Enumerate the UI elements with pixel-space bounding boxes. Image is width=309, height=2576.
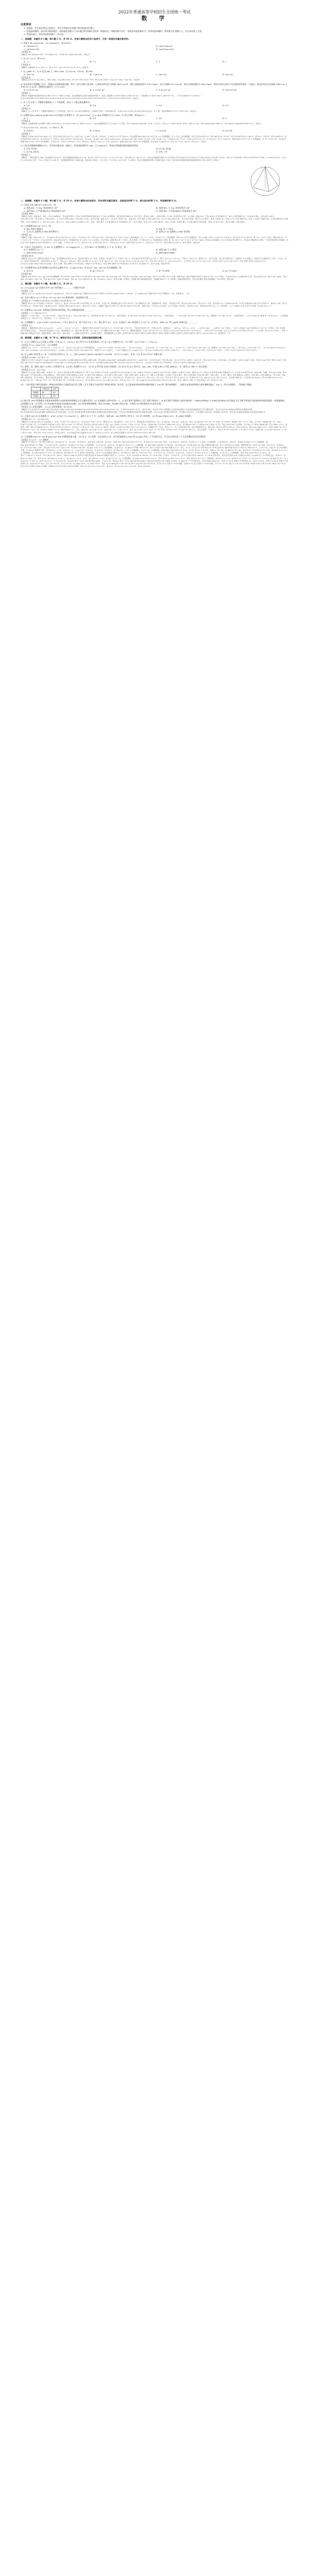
option: C. c<a<b — [156, 129, 166, 132]
question-stem: 20. 一医疗团队为研究某地的一种地方性疾病与当地居民的卫生习惯（卫生习惯分为良好和不够良好两类）的关系，在已患该疾病的病例中随机调查了 100 例（称为病例组），同时在未患该疾病的人群中随机调查了 100 人（称为对照组），得到如下数据： — [21, 383, 253, 386]
option-list — [21, 117, 288, 120]
question-stem: 1. 若集合 M={x|√x<4}，N={x|3x≥1}，则 M∩N= — [21, 42, 72, 44]
option: D. a<c<b — [222, 129, 232, 132]
option: D. [18, 27] — [156, 150, 167, 153]
answer-line: 【答案】(−∞,−4)∪(0,+∞) — [21, 311, 46, 314]
option: A. f(x) 有两个极值点 — [24, 227, 43, 230]
option: A. 1/6 — [24, 104, 30, 107]
option: D. 1.6×10⁹ m³ — [222, 89, 237, 92]
question-stem: 13. (1−y/x)(x+y)⁸ 的展开式中 x²y⁶ 的系数为 ________（用数字作答）． — [21, 286, 89, 290]
question-stem: 12. 已知函数 f(x) 及其导函数 f′(x) 的定义域均为 R，记 g(x)=f′(x)，若 f(3/2−2x)，g(2+x) 均为偶函数，则 — [21, 266, 122, 269]
answer-line: 【答案】ABD — [21, 212, 34, 215]
notice-item: 1. 答卷前，考生务必将自己的姓名、考生号等填写在答题卡和试卷指定位置上。 — [24, 27, 97, 29]
solution-text: 【解析】(1) 因为 cosA/(1+sinA)=sin2B/(1+cos2B)=2sinBcosB/(2cos²B)=sinB/cosB，即 sinB=cosAcosB−sinAsinB=cos(A+B)=−cosC=1/2，而 0<B<π/3，所以 B=π/6；(2) 由 (1) 知，sinB=−cosC>0，所以 π/2<C<π，0<B<π/2，而 sinB=−cosC=sin(C−π/2)，所以 C=π/2+B，即有 A=π/2−2B，所以 (a²+b²)/c²=(sin²A+sin²B)/sin²C=(cos²2B+1−cos²B)/cos²B=((2cos²B−1)²+1−cos²B)/cos²B=4cos²B+2/cos²B−5≥2√8−5=4√2−5．当且仅当 cos²B=√2/2 时取等号，所以 (a²+b²)/c² 的最小值为 4√2−5． — [21, 359, 288, 364]
question-stem: 19. 如图，直三棱柱 ABC−A₁B₁C₁ 的体积为 4，△A₁BC 的面积为 2√2．(1) 求 A 到平面 A₁BC 的距离；(2) 设 D 为 A₁C 的中点，AA₁=AB，平面 A₁BC⊥平面 ABB₁A₁，求二面角 A−BD−C 的正弦值． — [21, 365, 209, 368]
option-list — [21, 147, 288, 154]
question-stem: 14. 写出与圆 x²+y²=1 和 (x−3)²+(y−4)²=16 都相切的一条直线的方程 ________． — [21, 296, 99, 299]
answer-line: 【答案】C — [21, 153, 31, 156]
section-4-questions — [21, 341, 288, 468]
option-list — [21, 269, 288, 273]
option: A. 1 — [24, 116, 28, 120]
option-list — [21, 45, 288, 51]
option: B. c<b<a — [90, 129, 100, 132]
table-cell: 40 — [40, 391, 51, 395]
section-2-questions — [21, 204, 288, 281]
option: A. [18, 81/4] — [24, 147, 37, 150]
table-header-cell — [31, 387, 41, 391]
option: D. |BP|·|BQ|>|BA|² — [156, 251, 176, 255]
option: C. 直线 BC₁ 与平面 BB₁D₁D 所成的角为 45° — [24, 209, 66, 212]
notice-item: 3. 考试结束后，将本试卷和答题卡一并交回。 — [24, 33, 66, 36]
option: A. f(0)=0 — [24, 269, 33, 273]
option-list — [21, 89, 288, 92]
exam-page — [21, 9, 288, 468]
answer-line: 【答案】D — [21, 63, 31, 66]
question-stem: 9. 已知正方体 ABCD−A₁B₁C₁D₁，则 — [21, 203, 56, 206]
solution-text: 【解析】将点 A 代入抛物线方程得 1=2p，所以抛物线方程为 x²=y，故准线方程为 y=−1/4，A 错误；k_AB=(1−(−1))/(1−0)=2，所以直线 AB 的方程为 y=2x−1，联立 {y=2x−1, x²=y}，可得 x²−2x+1=0，解得 x=1，故 B 正确；设过 B 的直线为 l，若直线 l 与 y 轴重合，则直线 l 与抛物线 C 只有一个交点，所以，直线 l 的斜率存在，设其方程为 y=kx−1，P(x₁,y₁)，Q(x₂,y₂)，联立 {y=kx−1, x²=y}，得 x²−kx+1=0，所以 {Δ=k²−4>0, x₁+x₂=k, x₁x₂=1}，所以 k>2 或 k<−2，y₁y₂=(x₁x₂)²=1，又 |OP|=√(x₁²+y₁²)=√(y₁+y₁²)，|OQ|=√(x₂²+y₂²)=√(y₂+y₂²)，所以 |OP|·|OQ|=√(y₁y₂(1+y₁)(1+y₂))=√(kx₁×kx₂)=|k|>2=|OA|²，故 C 正确；因为 |BP|=√(1+k²)|x₁|，|BQ|=√(1+k²)|x₂|，所以 |BP|·|BQ|=(1+k²)|x₁x₂|=1+k²>5，而 |BA|²=5，故 D 正确．故选 BCD. — [21, 257, 287, 265]
option: C. 1.4×10⁹ m³ — [156, 89, 171, 92]
answer-line: 【答案】D — [21, 107, 31, 110]
question-stem: 21. 已知点 A(2,1) 在双曲线 C：x²/a²−y²/(a²−1)=1(a>1) 上，直线 l 交 C 于 P，Q 两点，直线 AP，AQ 的斜率之和为 0．(1) 求 l 的斜率；(2) 若 tan∠PAQ=2√2，求 △PAQ 的面积． — [21, 415, 193, 418]
section-heading-4: 四、解答题：本题共 6 小题，共 70 分。解答应写出文字说明、证明过程或演算步骤。 — [21, 336, 104, 340]
option-list — [21, 129, 288, 132]
solution-text: 【解析】(1) 由已知 K²=n(ad−bc)²/((a+b)(c+d)(a+c)(b+d))=200(40×90−60×10)²/(50×150×100×100)=24，又 P(K²≥6.635)=0.01，24>6.635，所以有 99% 的把握认为患该疾病群体与未患该疾病群体的卫生习惯有差异．(2) (ⅰ) 因为 R=P(B|A)/P(B̄|A)·P(B̄|Ā)/P(B|Ā)=P(AB)/P(A)·P(A)/P(AB̄)·P(ĀB̄)/P(Ā)·P(Ā)/P(ĀB)，所以 R=P(AB)/P(B)·P(B)/P(ĀB)·P(ĀB̄)/P(B̄)·P(B̄)/P(AB̄)，所以 R=P(A|B)/P(Ā|B)·P(Ā|B̄)/P(A|B̄)，(ⅱ) 由已知 P(A|B)=40/100，P(A|B̄)=10/100，又 P(Ā|B)=60/100，P(Ā|B̄)=90/100，所以 R=P(A|B)/P(Ā|B)·P(Ā|B̄)/P(A|B̄)=6 — [21, 408, 266, 413]
question-parts: (1) 能否有 99% 的把握认为患该疾病群体与未患该疾病群体的卫生习惯有差异？(2) 从该地的人群中任选一人，A 表示事件“选到的人卫生习惯不够良好”，B 表示事件“选到的人患有该疾病”．P(B|A)/P(B̄|A) 与 P(B|Ā)/P(B̄|Ā) 的比值是卫生习惯不够良好对患该疾病风险程度的一项度量指标，记该指标为 R．(ⅰ) 证明：R=P(A|B)/P(Ā|B)·P(Ā|B̄)/P(A|B̄)；(ⅱ) 利用该调查数据，给出 P(A|B)，P(A|B̄) 的估计值，并利用 (ⅰ) 的结果给出 R 的估计值． — [21, 399, 287, 405]
option: C. [27/4, 64/3] — [24, 150, 39, 153]
notice-item: 2. 回答选择题时，选出每小题答案后，用铅笔把答题卡上对应题目的答案标号涂黑。如需改动，用橡皮擦干净后，再选涂其他答案标号。回答非选择题时，将答案写在答题卡上。写在本试卷上无效。 — [24, 30, 204, 32]
answer-line: 【答案】BCD — [21, 254, 34, 257]
solution-text: 【解析】(1) ∵a₁=1，∴S₁=a₁=1，∴S₁/a₁=1，又∵{Sₙ/aₙ} 是公差为 1/3 的等差数列，∴Sₙ/aₙ=1+(1/3)(n−1)=(n+2)/3，∴Sₙ=(n+2)aₙ/3，∴当 n≥2 时，Sₙ₋₁=(n+1)aₙ₋₁/3，∴aₙ=Sₙ−Sₙ₋₁=(n+2)aₙ/3−(n+1)aₙ₋₁/3，整理得：(n−1)aₙ=(n+1)aₙ₋₁，即 aₙ/aₙ₋₁=(n+1)/(n−1)，∴aₙ=a₁×(a₂/a₁)×(a₃/a₂)×⋯×(aₙ₋₁/aₙ₋₂)×(aₙ/aₙ₋₁)=1×(3/1)×(4/2)×⋯×(n/(n−2))×((n+1)/(n−1))=n(n+1)/2，显然对于 n=1 也成立，∴{aₙ} 的通项公式 aₙ=n(n+1)/2；(2) 1/aₙ=2/(n(n+1))=2(1/n−1/(n+1))，∴1/a₁+1/a₂+⋯+1/aₙ=2[(1−1/2)+(1/2−1/3)+⋯+(1/n−1/(n+1))]=2(1−1/(n+1))<2 — [21, 346, 287, 351]
option: A. C 的准线为 y=−1 — [24, 248, 44, 251]
question-stem: 11. 已知 O 为坐标原点，点 A(1,1) 在抛物线 C：x²=2py(p>0) 上，过点 B(0,−1) 的直线交 C 于 P，Q 两点，则 — [21, 245, 126, 248]
solution-text: 【解析】因为 f(3/2−2x)，g(2+x) 均为偶函数，所以 f(3/2−2x)=f(3/2+2x) 即 f(3/2−x)=f(3/2+x)，g(2+x)=g(2−x)，所以 f(3−x)=f(x)，g(4−x)=g(x)，则 f(−1)=f(4)，故 C 正确；函数 f(x)，g(x) 的图象分别关于直线 x=3/2，x=2 对称，又 g(x)=f′(x)，且函数 f(x) 可导，所以 g(3/2)=0，g(3−x)=−g(x)，所以 g(4−x)=g(x)=−g(3−x)，所以 g(x+2)=−g(x+1)=g(x)，所以 g(−1/2)=g(3/2)=0，g(−1)=g(1)=−g(2)，故 B 正确，D 错误；若函数 f(x) 满足题设条件，则函数 f(x)+C（C 为常数）也满足题设条件，所以无法确定 f(x) 的函数值，故 A 错误．故选 BC. — [21, 275, 287, 280]
question-stem: 10. 已知函数 f(x)=x³−x+1，则 — [21, 224, 51, 227]
solution-text: 【解析】∵球的体积为 36π，所以球的半径 R=3，设正四棱锥的底面边长为 2a，高为 h，则 l²=2a²+h²，3²=2a²+(3−h)²，所以 6h=l²，2a²=l²−h²，所以正四棱锥的体积 V=(1/3)Sh=(1/3)×4a²×h=(2/3)×(l²−l⁴/36)×(l²/6)=(1/9)(l⁴−l⁶/36)，所以 V′=(1/9)(4l³−l⁵/6)=(1/9)l³((24−l²)/6)，当 3≤l≤2√6 时，V′>0，当 2√6<l≤3√3 时，V′<0，所以当 l=2√6 时，正四棱锥的体积 V 取最大值，最大值为 64/3，又 l=3 时，V=27/4，l=3√3 时，V=81/4，所以正四棱锥的体积 V 的最小值为 27/4，所以该正四棱锥体积的取值范围是 [27/4, 64/3]．故选 C. — [21, 156, 288, 161]
answer-line: 【答案】(1) π/6 (2) 4√2−5 — [21, 355, 48, 359]
solution-text: 【解析】圆 x²+y²=1 的圆心为 O(0,0)，半径为 1，圆 (x−3)²+(y−4)²=16 的圆心 O₁ 为 (3,4)，半径为 4，两圆圆心距为 √(3²+4²)=5，等于两圆半径之和，故两圆外切，如图，当切线为 l 时，因为 k_OO₁=4/3，所以 k_l=−3/4，设方程为 y=−(3/4)x+t(t>0)，O 到 l 的距离 d=|t|/√(1+9/16)=1，解得 t=5/4，所以 l 的方程为 y=−(3/4)x+5/4，当切线为 m 时，设直线方程为 kx+y+p=0，其中 p>0，k<0，由题意 {|p|/√(1+k²)=1, |3k+4+p|/√(1+k²)=4}，解得 {k=−7/24, p=25/24}，y=(7/24)x−25/24，当切线为 n 时，易知切线方程为 x=−1，故答案为：y=−(3/4)x+5/4 或 y=(7/24)x−25/24 或 x=−1． — [21, 302, 287, 307]
exam-subject: 数 学 — [141, 15, 168, 22]
option: A. {x|0≤x<2} — [24, 44, 39, 47]
section-1-questions — [21, 42, 288, 162]
solution-text: 【解析】如图，连接 B₁C、BC₁，因为 DA₁∥B₁C，所以直线 BC₁ 与 B₁C 所成的角即为直线 BC₁ 与 DA₁ 所成的角，因为四边形 BB₁C₁C 为正方形，则 B₁C⊥BC₁，故直线 BC₁ 与 DA₁ 所成的角为 90°，A 正确；连接 A₁C，因为 A₁B₁⊥平面 BB₁C₁C，BC₁⊂平面 BB₁C₁C，则 A₁B₁⊥BC₁，因为 B₁C⊥BC₁，A₁B₁∩B₁C=B₁，所以 BC₁⊥平面 A₁B₁C，又 A₁C⊂平面 A₁B₁C，所以 BC₁⊥CA₁，故 B 正确；连接 A₁C₁，设 A₁C₁∩B₁D₁=O，连接 BO，因为 BB₁⊥平面 A₁B₁C₁D₁，C₁O⊂平面 A₁B₁C₁D₁，则 C₁O⊥B₁B，因为 C₁O⊥B₁D₁，B₁D₁∩B₁B=B₁，所以 C₁O⊥平面 BB₁D₁D，所以 ∠C₁BO 为直线 BC₁ 与平面 BB₁D₁D 所成的角，设正方体棱长为 1，则 C₁O=√2/2，BC₁=√2，sin∠C₁BO=C₁O/BC₁=1/2，所以，直线 BC₁ 与平面 BB₁D₁D 所成的角为 30°，故 C 错误；因为 C₁C⊥平面 ABCD，所以 ∠C₁BC 为直线 BC₁ 与平面 ABCD 所成的角，易得 ∠C₁BC=45°，故 D 正确．故选 ABD. — [21, 215, 288, 223]
solution-text: 【解析】∵椭圆的离心率为 e=c/a=1/2，∴a=2c，∴b²=a²−c²=3c²，∴椭圆的方程为 x²/(4c²)+y²/(3c²)=1，即 3x²+4y²−12c²=0，不妨设左焦点为 F₁，右焦点为 F₂，如图所示，∵AF₂=a，OF₂=c，a=2c，∴∠AF₂O=π/3，∴△AF₁F₂ 为正三角形，∵过 F₁ 且垂直于 AF₂ 的直线与 C 交于 D，E 两点，DE 为线段 AF₂ 的垂直平分线，∴直线 DE 的斜率为 √3/3，斜率倒数为 √3，直线 DE 的方程：x=√3y−c，代入椭圆方程 3x²+4y²−12c²=0，整理化简得到：13y²−6√3cy−9c²=0，判别式 Δ=(6√3c)²+4×13×9c²=6²×16×c²，∴|CD|=√(1+(√3)²)|y₁−y₂|=2×√Δ/13=2×6×4×c/13=6，∴c=13/8，得 a=2c=13/4，∵DE 为线段 AF₂ 的垂直平分线，根据对称性，AD=DF₂，AE=EF₂，∴△ADE 的周长等于 △F₂DE 的周长，利用椭圆的定义得到 △F₂DE 周长为 |DF₂|+|EF₂|+|DE|=|DF₂|+|EF₂|+|DF₁|+|EF₁|=|DF₁|+|DF₂|+|EF₁|+|EF₂|=2a+2a=4a=13．故答案为：13． — [21, 327, 287, 334]
table-cell: 90 — [52, 395, 59, 398]
option: C. |OP|·|OQ|>|OA|² — [24, 251, 44, 255]
section-heading-1: 一、选择题：本题共 8 小题，每小题 5 分，共 40 分。在每小题给出的四个选项中，只有一项是符合题目要求的。 — [21, 38, 131, 40]
answer-line: 【答案】C — [21, 91, 31, 94]
answer-line: 【答案】(1) 答案见解析 (2) (ⅰ) 证明见解析；(ⅱ) R=6 — [21, 405, 72, 408]
solution-text: 【解析】(1) f(x)=eˣ−ax 的定义域为 R，而 f′(x)=eˣ−a，若 a≤0，则 f′(x)>0，此时 f(x) 无最小值，故 a>0．g(x)=ax−lnx 的定义域为 (0,+∞)，而 g′(x)=a−1/x=(ax−1)/x．当 x<lna 时，f′(x)<0，故 f(x) 在 (−∞,lna) 上为减函数，当 x>lna 时，f′(x)>0，故 f(x) 在 (lna,+∞) 上为增函数，故 f(x)_min=f(lna)=a−alna．当 0<x<1/a 时，g′(x)<0，故 g(x) 在 (0,1/a) 上为减函数，当 x>1/a 时，g′(x)>0，故 g(x) 在 (1/a,+∞) 上为增函数，故 g(x)_min=g(1/a)=1−ln(1/a)．因为 f(x)=eˣ−ax 和 g(x)=ax−lnx 有相同的最小值，故 1−ln(1/a)=a−alna，整理得到 (a−1)/(1+a)=lna，其中 a>0，设 g(a)=(a−1)/(1+a)−lna，a>0，则 g′(a)=2/(1+a)²−1/a=(−a²−1)/(a(1+a)²)≤0，故 g(a) 为 (0,+∞) 上的减函数，而 g(1)=0，故 g(a)=0 的唯一解为 a=1，故 (1−a)/(1+a)=lna 的解为 a=1．综上，a=1．(2) 由 (1) 可得 f(x)=eˣ−x 和 g(x)=x−lnx 的最小值为 1−ln1=1−ln(1/1)=1．当 b>1 时，考虑 eˣ−x=b 的解的个数、x−lnx=b 的解的个数．设 S(x)=eˣ−x−b，S′(x)=eˣ−1，当 x<0 时，S′(x)<0，当 x>0 时，S′(x)>0，故 S(x) 在 (−∞,0) 上为减函数，在 (0,+∞) 上为增函数，所以 S(x)_min=S(0)=1−b<0，而 S(−b)=e^(−b)>0，S(b)=e^b−2b，设 u(b)=e^b−2b，其中 b>1，则 u′(b)=e^b−2>0，故 u(b) 在 (1,+∞) 上为增函数，故 u(b)>u(1)=e−2>0，故 S(b)>0，故 S(x)=eˣ−x−b 有两个不同的零点，即 eˣ−x=b 的解的个数为 2．设 T(x)=x−lnx−b，T′(x)=(x−1)/x，当 0<x<1 时，T′(x)<0，当 x>1 时，T′(x)>0，故 T(x) 在 (0,1) 上为减函数，在 (1,+∞) 上为增函数，所以 T(x)_min=T(1)=1−b<0，而 T(e^(−b))=e^(−b)>0，T(e^b)=e^b−2b>0，T(x)=x−lnx−b 有两个不同的零点即 x−lnx=b 的解的个数为 2．当 b=1，由 (1) 讨论可得 x−lnx=b、eˣ−x=b 仅有一个零点，当 b<1 时，由 (1) 讨论可得 x−lnx=b、eˣ−x=b 均无零点，故若存在直线 y=b 与曲线 y=f(x)、y=g(x) 有三个不同的交点，则 b>1．设 h(x)=eˣ+lnx−2x，其中 x>0，故 h′(x)=eˣ+1/x−2，设 s(x)=eˣ−x−1，x>0，则 s′(x)=eˣ−1>0，故 s(x) 在 (0,+∞) 上为增函数，故 s(x)>s(0)=0 即 eˣ>x+1，所以 h′(x)>x+1/x−1≥2−1>0，所以 h(x) 在 (0,+∞) 上为增函数，而 h(1)=e−2>0，h(1/e³)=e^(1/e³)−3−2/e³<e−3−2/e³<0，故 h(x) 在 (0,+∞) 上有且只有一个零点 x₀，1/e³<x₀<1 且：当 0<x<x₀ 时，h(x)<0 即 eˣ−x<x−lnx 即 f(x)<g(x)，当 x>x₀ 时，h(x)>0 即 eˣ−x>x−lnx 即 f(x)>g(x)，因此若存在直线 y=b 与曲线 y=f(x)、y=g(x) 有三个不同的交点，故 b=f(x₀)=g(x₀)>1，此时 eˣ−x=b 有两个不同的零点 x₁，x₀(x₁<0<x₀)，此时 x−lnx=b 有两个不同的零点 x₀，x₄(0<x₀<1<x₄)，故 e^x₁−x₁=b，e^x₀−x₀=b，x₄−lnx₄−b=0，x₀−lnx₀−b=0，所以 x₄−b=lnx₄ 即 e^(x₄−b)=x₄ 即 e^(x₄−b)−(x₄−b)−b=0，故 x₄−b 为方程 eˣ−x=b 的解，同理 x₀−b 也为方程 eˣ−x=b 的解，又 e^x₁−x₁=b 可化为 e^x₁=x₁+b 即 x₁−ln(x₁+b)=0 即 (x₁+b)−ln(x₁+b)−b=0，故 x₁+b 为方程 x−lnx=b 的解，同理 x₀+b 也为方程 x−lnx=b 的解，所以 {x₁,x₀}={x₀−b,x₄−b}，而 b>1，故 {x₀=x₄−b, x₁=x₀−b}，即 x₁+x₄=2x₀． — [21, 441, 288, 468]
option: D. 直线 BC₁ 与平面 ABCD 所成的角为 45° — [156, 209, 197, 212]
option-list — [21, 104, 288, 107]
answer-line: 【答案】(1) aₙ=n(n+1)/2 (2) 见解析 — [21, 343, 58, 346]
option: B. f(x) 有三个零点 — [156, 227, 174, 230]
table-cell: 10 — [40, 395, 51, 398]
option: D. 3 — [222, 116, 227, 120]
answer-line: 【答案】y=−(3/4)x+5/4 或 y=(7/24)x−25/24 或 x=−1 — [21, 299, 76, 302]
table-header-cell: 良好 — [52, 387, 59, 391]
answer-line: 【答案】(1) −1 (2) 16√2/9 — [21, 417, 48, 420]
question-stem: 18. 记 △ABC 的内角 A，B，C 的对边分别为 a，b，c，已知 cosA/(1+sinA)=sin2B/(1+cos2B)．(1) 若 C=2π/3，求 B；(2) 求 (a²+b²)/c² 的最小值． — [21, 353, 164, 356]
solution-text: 【解析】(1) 因为点 A(2,1) 在双曲线 C：x²/a²−y²/(a²−1)=1(a>1) 上，所以 4/a²−1/(a²−1)=1，解得 a²=2，即双曲线 C：x²/2−y²=1，易知直线 l 的斜率存在，设 l：y=kx+m，P(x₁,y₁)，Q(x₂,y₂)，联立 {y=kx+m, x²/2−y²=1} 可得，(1−2k²)x²−4mkx−2m²−2=0，所以，x₁+x₂=−4mk/(2k²−1)，x₁x₂=(2m²+2)/(2k²−1)，Δ=16m²k²+4(2m²+2)(1−2k²)>0⇒m²−1+2k²>0，所以由 k_AP+k_AQ=0 可得，(y₂−1)/(x₂−2)+(y₁−1)/(x₁−2)=0，即 (x₁−2)(kx₂+m−1)+(x₂−2)(kx₁+m−1)=0，即 2kx₁x₂+(m−1−2k)(x₁+x₂)−4(m−1)=0，所以 2k×(2m²+2)/(2k²−1)+(m−1−2k)(−4mk/(2k²−1))−4(m−1)=0，化简得，8k²+4k−4+4m(k+1)=0，即 (k+1)(2k−1+m)=0，所以 k=−1 或 m=1−2k，当 m=1−2k 时，直线 l：y=kx+m=k(x−2)+1 过点 A(2,1)，与题意不符，舍去，故 k=−1．(2) 不妨设直线 PA，AQ 的倾斜角为 α，β(α<β)，因为 k_AP+k_AQ=0，所以 α+β=π，因为 tan∠PAQ=2√2，所以 tan(β−α)=2√2，即 tan2α=−2√2，即 √2tan²α−tanα−√2=0，解得 tanα=√2，于是，直线 PA：y=√2(x−2)+1，直线 QA：y=−√2(x−2)+1，联立 {y=√2(x−2)+1, x²/2−y²=1} 可得，(3/2)x²+2(1−2√2)x+10−4√2=0，因为方程有一个根为 2，所以 x_P=(10−4√2)/3，y_P=(4√2−5)/3，同理可得，x_Q=(10+4√2)/3，y_Q=(−4√2−5)/3．所以 PQ：x+y−5/3=0，|PQ|=16/3，点 A 到直线 PQ 的距离 d=|2+1−5/3|/√2=2√2/3，故 △PAQ 的面积为 (1/2)×(16/3)×(2√2/3)=16√2/9． — [21, 420, 288, 434]
answer-line: 【答案】13 — [21, 324, 32, 327]
notices-heading: 注意事项： — [21, 23, 34, 26]
answer-line: 【答案】D — [21, 50, 31, 54]
data-table — [31, 387, 59, 398]
option: C. 1 — [156, 60, 161, 63]
option-list — [21, 207, 288, 213]
answer-line: 【答案】BC — [21, 272, 32, 275]
question-stem: 3. 在 △ABC 中，点 D 在边 AB 上，BD=2DA．记 CA=m，CD=n，则 CB= — [21, 70, 94, 73]
solution-text: 【解析】因为点 D 在边 AB 上，BD=2DA，所以 BD=2DA，即 CD−CB=2(CA−CD)，所以 CB=3CD−2CA=3n−2m=−2m+3n．故选 B. — [21, 79, 140, 81]
solution-text: 【解析】由题，f′(x)=3x²−1，令 f′(x)>0 得 x>√3/3 或 x<−√3/3，令 f′(x)<0 得 −√3/3<x<√3/3，所以 f(x) 在 (−√3/3, √3/3) 上单调递减，在 (−∞,−√3/3)，(√3/3,+∞) 上单调递增，所以 x=±√3/3 是极值点，故 A 正确；因 f(−√3/3)=1+2√3/9>0，f(√3/3)=1−2√3/9>0，f(−2)=−5<0，所以，函数 f(x) 在 (−∞,−√3/3) 上有一个零点，当 x≥√3/3 时，f(x)≥f(√3/3)>0，即函数 f(x) 在 (√3/3,+∞) 上无零点，综上所述，函数 f(x) 有一个零点，故 B 错误；令 h(x)=x³−x，该函数的定义域为 R，h(−x)=(−x)³−(−x)=−x³+x=−h(x)，则 h(x) 是奇函数，(0,0) 是 h(x) 的对称中心，将 h(x) 的图象向上移动一个单位得到 f(x) 的图象，所以点 (0,1) 是曲线 y=f(x) 的对称中心，故 C 正确；令 f′(x)=3x²−1=2，可得 x=±1，又 f(1)=f(−1)=1，当切点为 (1,1) 时，切线方程为 y=2x−1，当切点为 (−1,1) 时，切线方程为 y=2x+3，故 D 错误．故选 AC. — [21, 236, 288, 244]
table-cell: 对照组 — [31, 395, 41, 398]
table-header-cell: 不够良好 — [40, 387, 51, 391]
question-stem: 15. 若曲线 y=(x+a)eˣ 有两条过坐标原点的切线，则 a 的取值范围是 ________． — [21, 308, 96, 311]
solution-text: 【解析】M={x|0≤x<16}，N={x|x≥1/3}，故 M∩N={x|1/3≤x<16}，故选 D. — [21, 54, 91, 56]
option: A. a<b<c — [24, 129, 34, 132]
solution-text: 【解析】因为 (1−y/x)(x+y)⁸=(x+y)⁸−(y/x)(x+y)⁸，所以 (1−y/x)(x+y)⁸ 的展开式中含 x²y⁶ 的项为 C₈⁶x²y⁶−(y/x)C₈⁵x³y⁵=−28x²y⁶，(1−y/x)(x+y)⁸ 的展开式中 x²y⁶ 的系数为 −28．故答案为：−28 — [21, 292, 190, 295]
option: B. −2m+3n — [90, 73, 102, 76]
solution-text: 【解析】∵y=(x+a)eˣ，∴y′=(x+1+a)eˣ，设切点为 (x₀,y₀)，则 y₀=(x₀+a)e^x₀，切线斜率 k=(x₀+1+a)e^x₀，切线方程为：y−(x₀+a)e^x₀=(x₀+1+a)e^x₀(x−x₀)，∵切线过原点，∴−(x₀+a)e^x₀=(x₀+1+a)e^x₀(−x₀)，整理得：x₀²+ax₀−a=0，∵切线有两条，∴Δ=a²+4a>0，解得 a<−4 或 a>0，∴a 的取值范围是 (−∞,−4)∪(0,+∞)，故答案为：(−∞,−4)∪(0,+∞) — [21, 314, 288, 319]
option: A. 3m−2n — [24, 73, 35, 76]
question-stem: 2. 若 i(1−z)=1，则 z+z̄= — [21, 57, 46, 60]
option-list — [21, 228, 288, 234]
question-stem: 17. 记 Sₙ 为数列 {aₙ} 的前 n 项和，已知 a₁=1，{Sₙ/aₙ} 是公差为 1/3 的等差数列．(1) 求 {aₙ} 的通项公式；(2) 证明：1/a₁+1/a₂+⋯+1/aₙ<2． — [21, 341, 160, 344]
answer-line: 【答案】C — [21, 132, 31, 135]
option: C. 3m+2n — [156, 73, 167, 76]
section-3-questions — [21, 286, 288, 335]
q8-figure-row — [21, 162, 288, 198]
option: B. 直线 AB 与 C 相切 — [156, 248, 177, 251]
answer-line: 【答案】B — [21, 76, 30, 79]
option: B. 1/3 — [90, 104, 96, 107]
answer-line: 【答案】A — [21, 120, 30, 123]
answer-line: 【答案】(1) a=1 (2) 见解析 — [21, 438, 49, 441]
exam-title: 2022年普通高等学校招生全国统一考试 — [118, 10, 191, 14]
option-list — [21, 73, 288, 76]
question-stem: 6. 记函数 f(x)=sin(ωx+π/4)+b(ω>0) 的最小正周期为 T．若 2π/3<T<π，且 y=f(x) 的图象关于点 (3π/2, 2) 中心对称，则 f(π/2)= — [21, 113, 145, 116]
option: C. 5/2 — [156, 116, 162, 120]
solution-text: 【解析】由题设有 1−z=1/i=−i，故 z=1+i，故 z+z̄=(1+i)+(1−i)=2，故选 D. — [21, 66, 89, 69]
option: D. 2/3 — [222, 104, 229, 107]
solution-text: 【解析】从 2 至 8 的 7 个整数中随机取 2 个不同的数，共有 C₇²=21 种不同的取法，若两数不互质，不同的取法有：(2,4),(2,6),(2,8),(3,6),(4,6),(4,8),(6,8)，共 7 种，故所求概率 P=(21−7)/21=2/3．故选 D. — [21, 110, 197, 112]
solution-text: 【解析】设 f(x)=ln(1+x)−x(x>−1)，因为 f′(x)=1/(1+x)−1=−x/(1+x)，当 x∈(−1,0) 时，f′(x)>0，当 x∈(0,+∞) 时 f′(x)<0，所以函数 f(x)=ln(1+x)−x 在 (0,+∞) 单调递减，在 (−1,0) 上单调递增，所以 f(1/9)<f(0)=0，所以 ln(10/9)−1/9<0，故 1/9>ln(10/9)=−ln0.9，即 b>c；所以 f(−1/10)<f(0)=0，所以 ln(9/10)+1/10<0，故 9/10<e^(−1/10)，所以 (1/10)e^(1/10)<1/9，故 a<b；设 g(x)=xeˣ+ln(1−x)(0<x<1)，则 g′(x)=(x+1)eˣ+1/(x−1)=((x²−1)eˣ+1)/(x−1)，令 h(x)=eˣ(x²−1)+1，h′(x)=eˣ(x²+2x−1)，当 0<x<√2−1 时，h′(x)<0，函数 h(x)=eˣ(x²−1)+1 单调递减，当 √2−1<x<1 时，h′(x)>0，函数 h(x)=eˣ(x²−1)+1 单调递增，又 h(0)=0，所以当 0<x<√2−1 时，h(x)<0，所以当 0<x<√2−1 时，g′(x)>0，函数 g(x)=xeˣ+ln(1−x) 单调递增，所以 g(0.1)>g(0)=0，即 0.1e^0.1>−ln0.9，所以 a>c．故选 C. — [21, 135, 288, 143]
table-cell: 60 — [52, 391, 59, 395]
section-heading-3: 三、填空题：本题共 4 小题，每小题 5 分，共 20 分。 — [21, 282, 75, 285]
option: C. 点 (0,1) 是曲线 y=f(x) 的对称中心 — [24, 230, 59, 233]
option: D. 直线 y=2x 是曲线 y=f(x) 的切线 — [156, 230, 190, 233]
option: D. 2m+3n — [222, 73, 233, 76]
option: B. [27/4, 81/4] — [156, 147, 171, 150]
pyramid-sphere-figure — [242, 162, 288, 198]
option: D. 2 — [222, 60, 227, 63]
question-stem: 8. 已知正四棱锥的侧棱长为 l，其各顶点都在同一球面上．若该球的体积为 36π，且 3≤l≤3√3，则该正四棱锥体积的取值范围是 — [21, 144, 139, 147]
option: B. g(−1/2)=0 — [90, 269, 104, 273]
notices-block — [21, 23, 288, 36]
table-cell: 病例组 — [31, 391, 41, 395]
answer-line: 【答案】−28 — [21, 289, 33, 292]
question-stem: 4. 南水北调工程缓解了北方一些地区水资源短缺问题，其中一部分水蓄入某水库．已知该水库水位为海拔 148.5 m 时，相应水面的面积为 140.0 km²；水位为海拔 157.5 m 时，相应水面的面积为 180.0 km²，将该水库在这两个水位间的形状看作一个棱台，则该水库水位从海拔 148.5 m 上升到 157.5 m 时，增加的水量约为（√7≈2.65） — [21, 82, 287, 89]
option: D. {x|1/3≤x<16} — [156, 47, 174, 50]
question-stem: 22. 已知函数 f(x)=eˣ−ax 和 g(x)=ax−lnx 有相同的最小值．(1) 求 a；(2) 证明：存在直线 y=b，其与两条曲线 y=f(x) 和 y=g(x) 共有三个不同的交点，并且从左到右的三个交点的横坐标成等差数列． — [21, 435, 208, 438]
option: D. g(−1)=g(2) — [222, 269, 237, 273]
solution-text: 【解析】(1) 在直三棱柱 ABC−A₁B₁C₁ 中，设点 A 到平面 A₁BC 的距离为 h，则 V_{A−A₁BC}=(1/3)S_{△A₁BC}·h=(2√2/3)h=V_{A₁−ABC}=(1/3)S_{△ABC}·A₁A=(1/3)V_{ABC−A₁B₁C₁}=4/3，解得 h=√2，所以点 A 到平面 A₁BC 的距离为 √2；(2) 取 A₁B 的中点 E，连接 AE，如图，因为 AA₁=AB，所以 AE⊥A₁B，又平面 A₁BC⊥平面 ABB₁A₁，平面 A₁BC∩平面 ABB₁A₁=A₁B，且 AE⊂平面 ABB₁A₁，所以 AE⊥平面 A₁BC，在直三棱柱 ABC−A₁B₁C₁ 中，BB₁⊥平面 ABC，由 BC⊂平面 A₁BC，BC⊂平面 ABC 可得 AE⊥BC，BB₁⊥BC，又 AE，BB₁⊂平面 ABB₁A₁ 且相交，所以 BC⊥平面 ABB₁A₁，所以 BC，BA，BB₁ 两两垂直，以 B 为原点，建立空间直角坐标系，如图，由 (1) 得 AE=√2，所以 AA₁=AB=2，A₁B=2√2，所以 BC=2，则 A(0,2,0)，A₁(0,2,2)，B(0,0,0)，C(2,0,0)，所以 A₁C 的中点 D(1,1,1)，则 BD=(1,1,1)，BA=(0,2,0)，BC=(2,0,0)，设平面 ABD 的一个法向量 m=(x,y,z)，则 {m·BD=x+y+z=0, m·BA=2y=0}，可取 m=(1,0,−1)，设平面 BDC 的一个法向量 n=(a,b,c)，则 {n·BD=a+b+c=0, n·BC=2a=0}，可取 n=(0,1,−1)，则 cos⟨m,n⟩=m·n/(|m|·|n|)=1/(√2×√2)=1/2，所以二面角 A−BD−C 的正弦值为 √(1−(1/2)²)=√3/2． — [21, 371, 287, 382]
option: A. 1.0×10⁹ m³ — [24, 89, 39, 92]
answer-line: 【答案】(1) √2 (2) √3/2 — [21, 368, 45, 371]
option: B. 3/2 — [90, 116, 96, 120]
option: B. −1 — [90, 60, 96, 63]
option: B. 直线 BC₁ 与 CA₁ 所成的角为 90° — [156, 206, 191, 209]
section-heading-2: 二、选择题：本题共 4 小题，每小题 5 分，共 20 分。在每小题给出的选项中，有多项符合题目要求。全部选对的得 5 分，部分选对的得 2 分，有选错的得 0 分。 — [21, 199, 178, 202]
option: C. f(−1)=f(4) — [156, 269, 170, 273]
option: A. −2 — [24, 60, 30, 63]
question-stem: 16. 已知椭圆 C：x²/a²+y²/b²=1(a>b>0)，C 的上顶点为 A，两个焦点为 F₁，F₂，离心率为 1/2．过 F₁ 且垂直于 AF₂ 的直线与 C 交于 D，E 两点，|DE|=6，则 △ADE 的周长是 ________． — [21, 320, 198, 324]
question-stem: 5. 从 2 至 8 的 7 个整数中随机取 2 个不同的数，则这 2 个数互质的概率为 — [21, 101, 90, 104]
option: A. 直线 BC₁ 与 DA₁ 所成的角为 90° — [24, 206, 58, 209]
question-stem: 7. 设 a=0.1e^0.1，b=1/9，c=−ln0.9，则 — [21, 126, 63, 129]
option: B. 1.2×10⁹ m³ — [90, 89, 105, 92]
option-list — [21, 60, 288, 63]
option: C. {x|3≤x<16} — [24, 47, 40, 50]
option: C. 1/2 — [156, 104, 162, 107]
answer-line: 【答案】AC — [21, 233, 32, 236]
solution-text: 【解析】依题意可知棱台的高为 MN=157.5−148.5=9(m)，所以增加的水量即为棱台的体积 V．棱台上底面积 S=180.0 km²=180×10⁶ m²，下底面积 S′=140.0 km²=140×10⁶ m²，∴V=(1/3)h(S+S′+√(SS′))=(1/3)×9×(140×10⁶+180×10⁶+√(140×180×10¹²))=3×(320+60√7)×10⁶≈(96+18×2.65)×10⁷=1.437×10⁹≈1.4×10⁹(m³)．故选 C. — [21, 94, 201, 99]
solution-text: 【解析】由函数的最小正周期 T 满足 2π/3<T<π，得 2π/3<2π/ω<π，解得 2<ω<3，又因为函数图象关于点 (3π/2, 2) 对称，所以 (3π/2)ω+π/4=kπ，k∈Z，且 b=2，所以 ω=−1/6+(2/3)k，k∈Z，所以 ω=5/2，f(x)=sin((5/2)x+π/4)+2，所以 f(π/2)=sin(5π/4+π/4)+2=1．故选 A. — [21, 123, 262, 125]
option: B. {x|1/3≤x<2} — [156, 44, 173, 47]
